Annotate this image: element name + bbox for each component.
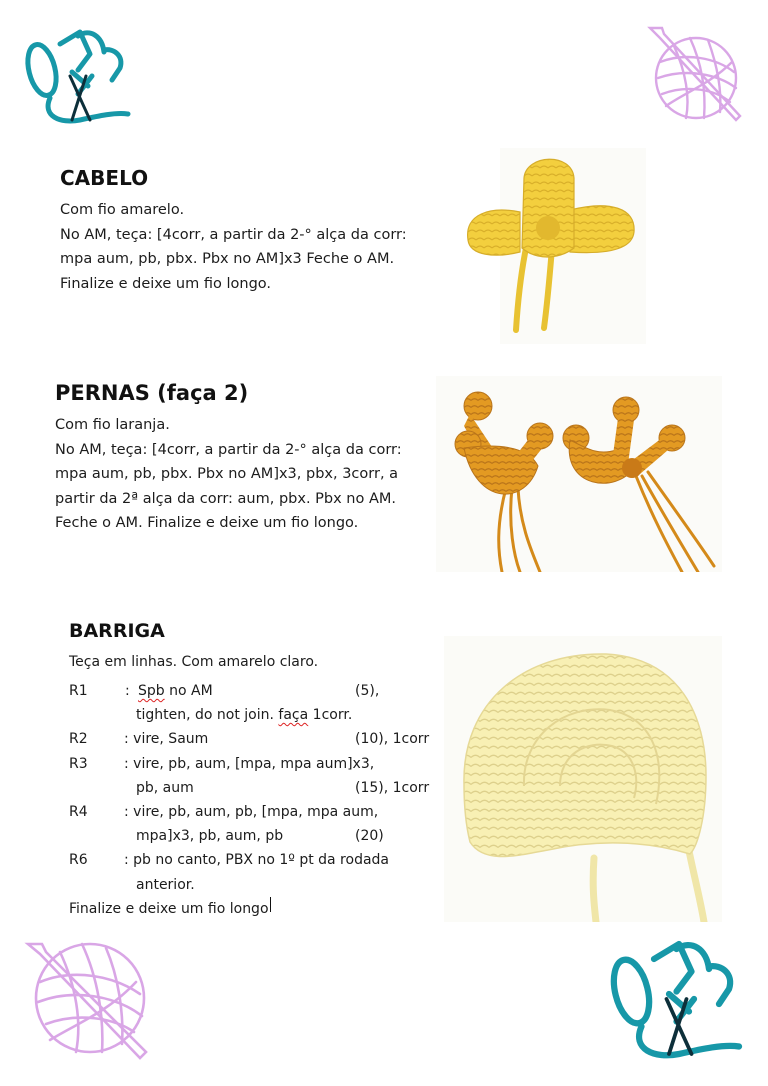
text-line: Com fio laranja.	[55, 417, 170, 433]
row-count: (15), 1corr	[355, 779, 430, 796]
row-r4	[69, 800, 439, 824]
text-line: Finalize e deixe um fio longo.	[60, 275, 271, 292]
barriga-photo	[444, 636, 722, 922]
row-text: pb, aum	[136, 779, 194, 796]
pernas-photo	[436, 376, 722, 572]
row-label: R2	[69, 731, 88, 748]
row-text: : vire, pb, aum, [mpa, mpa aum]x3,	[124, 755, 375, 772]
row-count: (5),	[355, 683, 380, 699]
row-text: : vire, pb, aum, pb, [mpa, mpa aum,	[124, 803, 379, 820]
row-text: Spb no AM	[138, 683, 213, 699]
pernas-instructions	[55, 413, 402, 536]
row-r1-cont	[69, 703, 439, 727]
sewing-hand-logo-icon	[604, 934, 744, 1064]
pernas-title: PERNAS (faça 2)	[55, 381, 249, 405]
text-line: mpa aum, pb, pbx. Pbx no AM]x3 Feche o AM.	[60, 251, 395, 267]
spellcheck-underline: Spb	[138, 683, 165, 699]
yarn-ball-crochet-hook-icon	[646, 22, 746, 124]
row-r1	[69, 679, 439, 703]
row-r4-cont	[69, 824, 439, 848]
cabelo-title: CABELO	[60, 166, 149, 190]
barriga-rows	[69, 679, 439, 921]
row-text: : vire, Saum	[124, 731, 209, 748]
row-r3-cont	[69, 776, 439, 800]
cabelo-photo	[460, 148, 646, 344]
row-text: mpa]x3, pb, aum, pb	[136, 828, 284, 845]
row-label: R1	[69, 683, 88, 699]
barriga-finish[interactable]	[69, 897, 439, 921]
text-line: partir da 2ª alça da corr: aum, pbx. Pbx no AM.	[55, 490, 397, 507]
text-cursor	[270, 897, 271, 912]
row-label: R4	[69, 803, 88, 820]
spellcheck-underline: faça	[278, 707, 309, 724]
text-line: No AM, teça: [4corr, a partir da 2-° alça da corr:	[60, 226, 407, 243]
row-label: R6	[69, 852, 88, 869]
row-count: (10), 1corr	[355, 731, 430, 748]
row-text: tighten, do not join. faça 1corr.	[136, 707, 353, 724]
yarn-ball-crochet-hook-icon	[24, 932, 154, 1062]
sewing-hand-logo-icon	[20, 24, 132, 128]
row-r6	[69, 848, 439, 872]
barriga-title: BARRIGA	[69, 620, 165, 642]
text-line: No AM, teça: [4corr, a partir da 2-° alça da corr:	[55, 441, 402, 458]
barriga-intro: Teça em linhas. Com amarelo claro.	[69, 654, 319, 670]
row-text: : pb no canto, PBX no 1º pt da rodada	[124, 852, 390, 869]
cabelo-instructions	[60, 198, 407, 296]
row-text: anterior.	[136, 876, 195, 893]
text-line: mpa aum, pb, pbx. Pbx no AM]x3, pbx, 3corr, a	[55, 466, 399, 482]
row-r3	[69, 752, 439, 776]
row-label: R3	[69, 755, 88, 772]
row-r2	[69, 727, 439, 751]
row-colon: :	[125, 683, 130, 699]
row-count: (20)	[355, 828, 384, 845]
row-r6-cont	[69, 873, 439, 897]
finish-text-with-caret[interactable]: Finalize e deixe um fio longo	[69, 897, 269, 921]
text-line: Feche o AM. Finalize e deixe um fio longo.	[55, 515, 359, 531]
text-line: Com fio amarelo.	[60, 202, 185, 218]
